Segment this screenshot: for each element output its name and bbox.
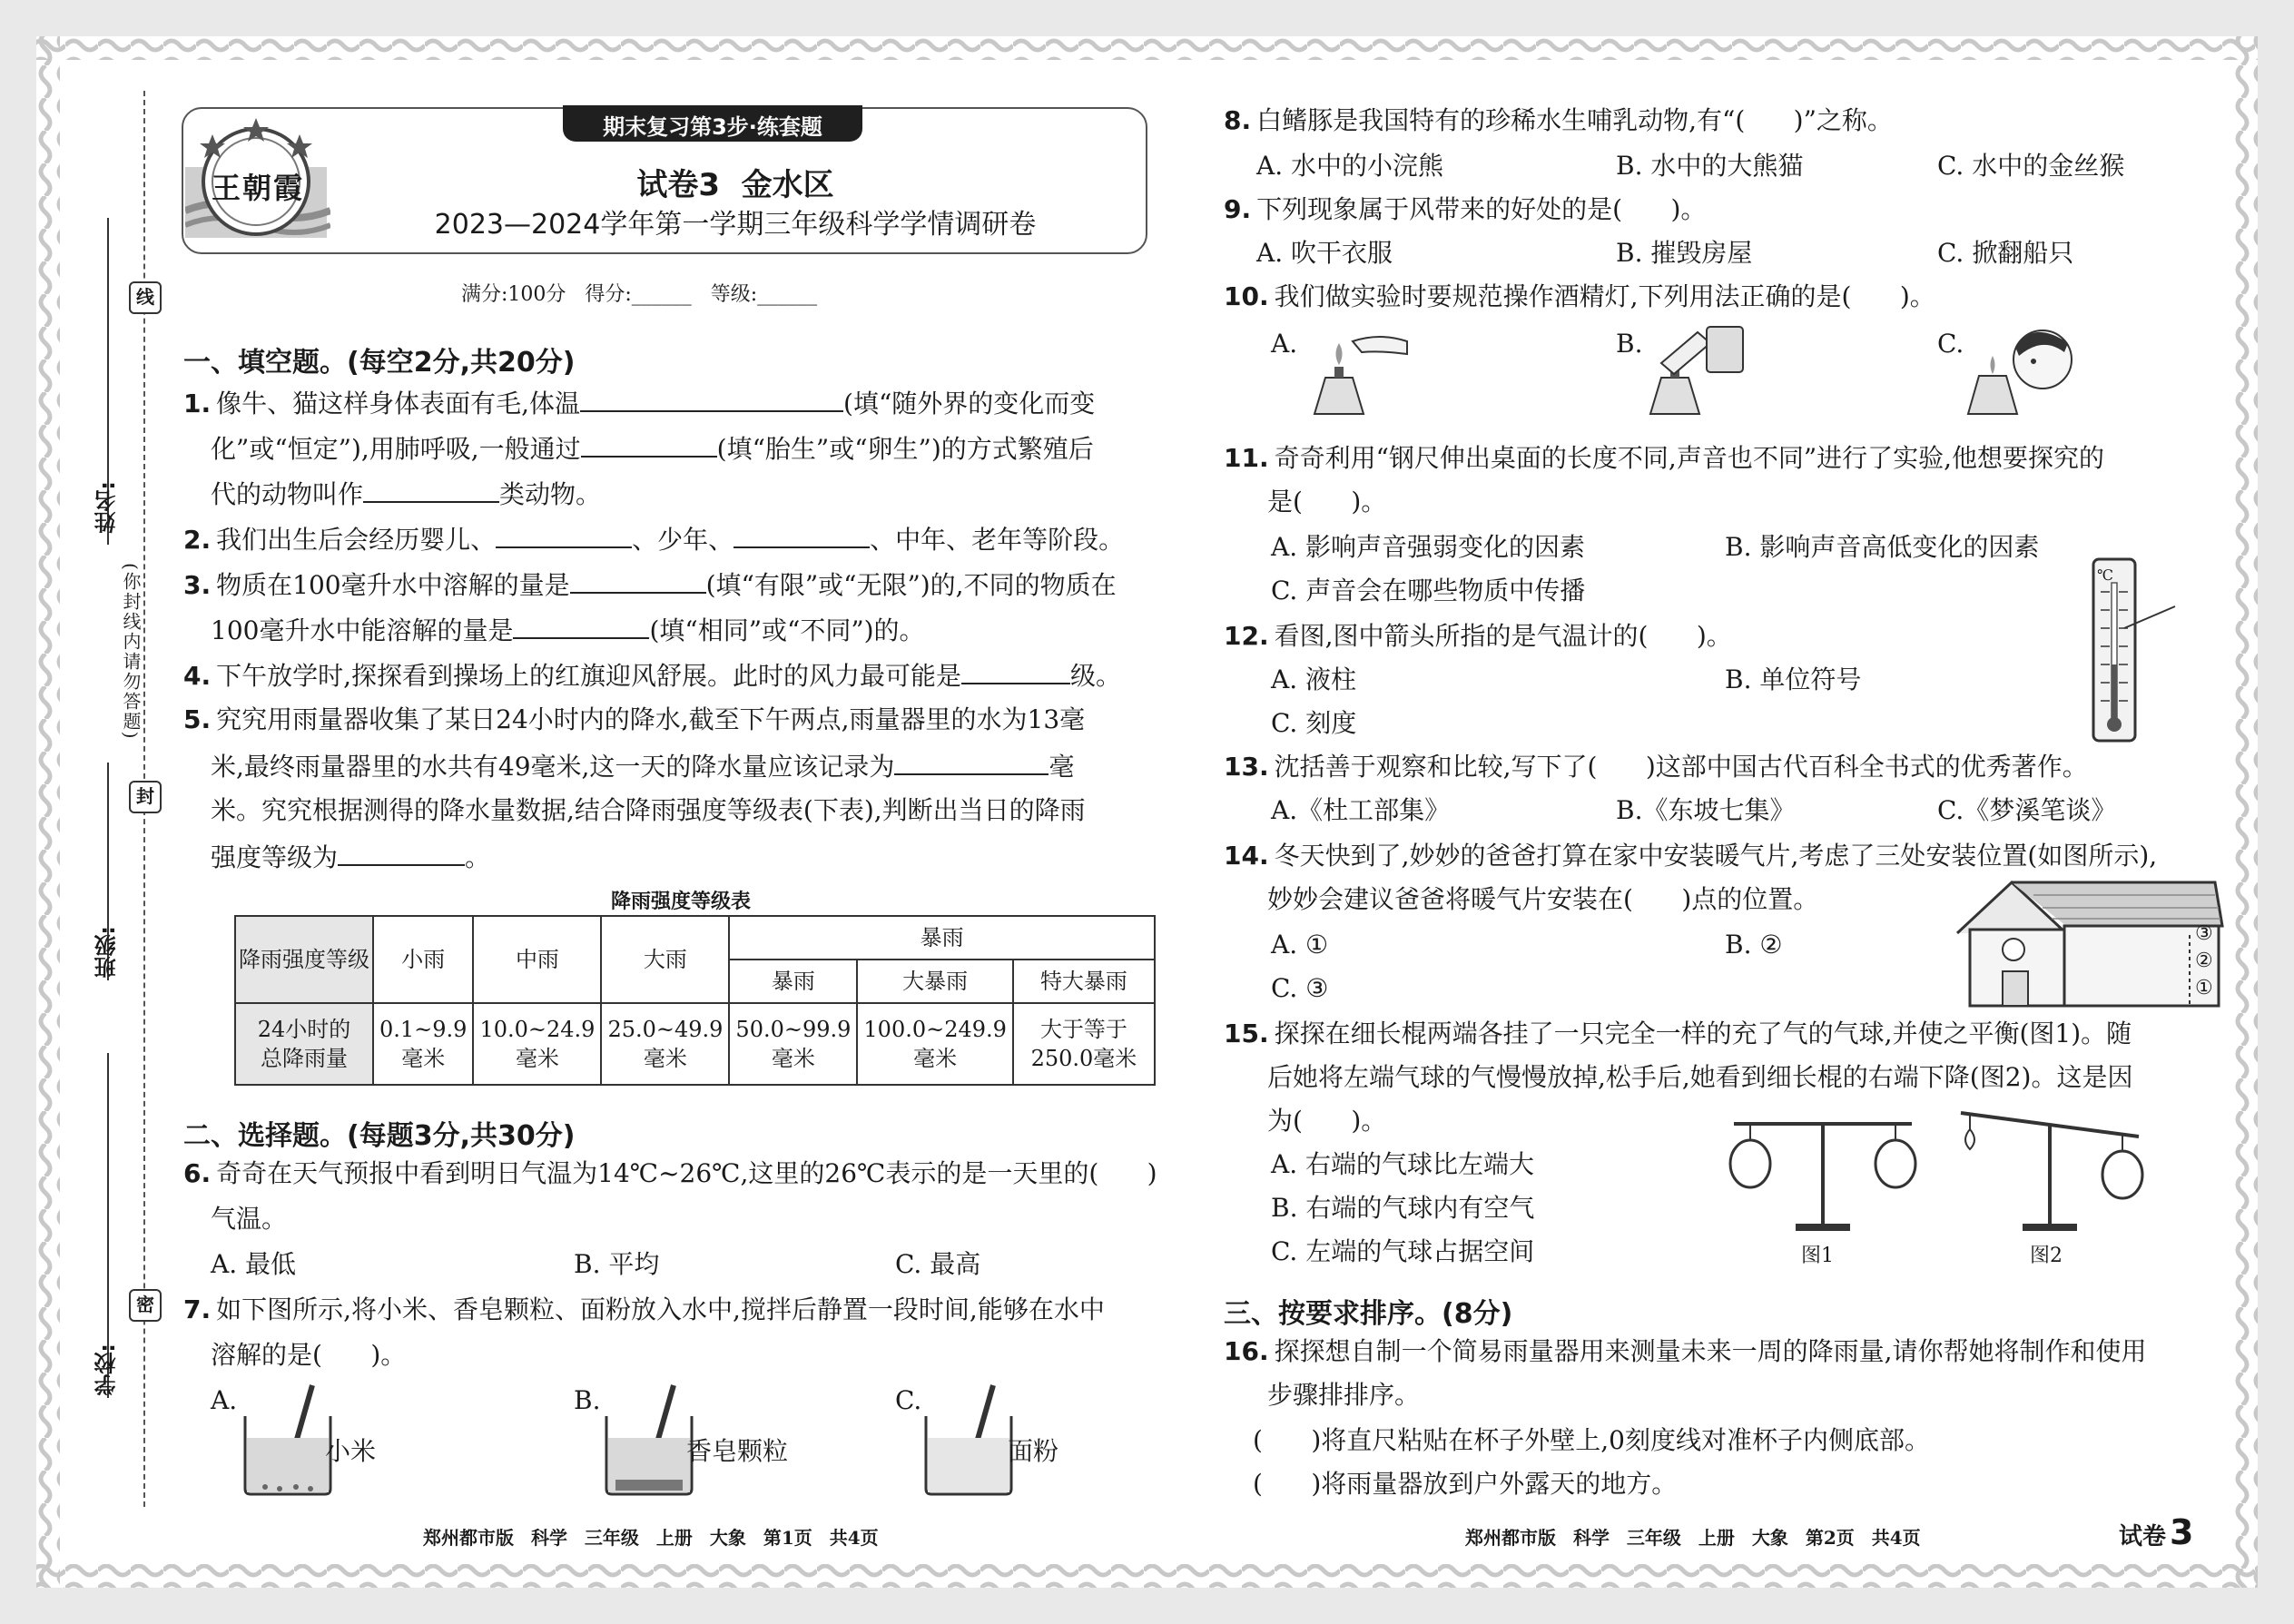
q15-option-a[interactable]: A. 右端的气球比左端大	[1271, 1149, 1535, 1179]
rain-value-mid: 10.0~24.9毫米	[473, 1003, 601, 1085]
rain-value-storm1: 50.0~99.9毫米	[729, 1003, 857, 1085]
question-15-line2: 后她将左端气球的气慢慢放掉,松手后,她看到细长棍的右端下降(图2)。这是因	[1267, 1062, 2133, 1092]
seal-mi: 密	[129, 1289, 162, 1322]
balance-figure-2-caption: 图2	[2030, 1245, 2063, 1267]
question-7: 7. 如下图所示,将小米、香皂颗粒、面粉放入水中,搅拌后静置一段时间,能够在水中	[183, 1294, 1105, 1324]
paper-subtitle: 2023—2024学年第一学期三年级科学学情调研卷	[434, 209, 1037, 241]
q7-label-soap: 香皂颗粒	[686, 1436, 789, 1466]
rain-row-label: 24小时的总降雨量	[235, 1003, 373, 1085]
question-8: 8. 白鳍豚是我国特有的珍稀水生哺乳动物,有“( )”之称。	[1224, 105, 1893, 135]
question-12: 12. 看图,图中箭头所指的是气温计的( )。	[1224, 621, 1732, 651]
q7-label-millet: 小米	[325, 1436, 377, 1466]
rain-table-caption: 降雨强度等级表	[610, 891, 751, 913]
question-5-line4: 强度等级为 。	[211, 842, 491, 872]
school-label: 学校:	[94, 1343, 120, 1396]
score-line: 满分:100分 得分:______ 等级:______	[461, 283, 818, 306]
thermometer-unit-symbol: ℃	[2097, 566, 2113, 584]
q9-option-b[interactable]: B. 摧毁房屋	[1616, 238, 1753, 268]
rain-header-level: 降雨强度等级	[235, 916, 373, 1003]
q7-option-a[interactable]: A.	[211, 1385, 238, 1415]
seal-xian: 线	[129, 281, 162, 314]
q2-blank-1[interactable]	[496, 523, 632, 548]
class-label: 班级:	[94, 926, 120, 979]
name-label: 姓名:	[94, 481, 120, 534]
q1-blank-3[interactable]	[363, 477, 499, 503]
q14-option-b[interactable]: B. ②	[1725, 930, 1783, 960]
q1-blank-1[interactable]	[580, 387, 843, 412]
q8-option-b[interactable]: B. 水中的大熊猫	[1616, 151, 1804, 181]
balance-figure-2	[1950, 1104, 2159, 1236]
paper-tag-number: 3	[2170, 1512, 2194, 1552]
rain-value-small: 0.1~9.9毫米	[373, 1003, 473, 1085]
question-6: 6. 奇奇在天气预报中看到明日气温为14℃~26℃,这里的26℃表示的是一天里的( )	[183, 1158, 1157, 1188]
q13-option-a[interactable]: A.《杜工部集》	[1271, 795, 1451, 825]
q12-option-b[interactable]: B. 单位符号	[1725, 664, 1862, 694]
q11-option-b[interactable]: B. 影响声音高低变化的因素	[1725, 532, 2040, 562]
q7-option-b[interactable]: B.	[574, 1385, 601, 1415]
q12-option-a[interactable]: A. 液柱	[1271, 664, 1357, 694]
house-marker-1: ①	[2195, 977, 2213, 999]
rain-header-small: 小雨	[373, 916, 473, 1003]
balance-figure-1	[1723, 1109, 1932, 1236]
question-9: 9. 下列现象属于风带来的好处的是( )。	[1224, 194, 1707, 224]
q13-option-c[interactable]: C.《梦溪笔谈》	[1937, 795, 2117, 825]
house-marker-2: ②	[2195, 950, 2213, 972]
question-16-line2: 步骤排排序。	[1267, 1380, 1421, 1410]
rain-value-storm3: 大于等于250.0毫米	[1013, 1003, 1155, 1085]
question-3: 3. 物质在100毫升水中溶解的量是 (填“有限”或“无限”)的,不同的物质在	[183, 570, 1117, 600]
question-10: 10. 我们做实验时要规范操作酒精灯,下列用法正确的是( )。	[1224, 281, 1935, 311]
rain-table-wrap	[234, 915, 1156, 1086]
question-5: 5. 究究用雨量器收集了某日24小时内的降水,截至下午两点,雨量器里的水为13毫	[183, 704, 1086, 734]
question-1-line3: 代的动物叫作 类动物。	[211, 479, 602, 509]
beaker-soap-icon	[599, 1380, 699, 1498]
section3-title: 三、按要求排序。(8分)	[1224, 1298, 1513, 1330]
question-13: 13. 沈括善于观察和比较,写下了( )这部中国古代百科全书式的优秀著作。	[1224, 752, 2088, 782]
q3-blank-1[interactable]	[570, 568, 706, 594]
q13-option-b[interactable]: B.《东坡七集》	[1616, 795, 1796, 825]
rain-value-big: 25.0~49.9毫米	[601, 1003, 729, 1085]
question-15: 15. 探探在细长棍两端各挂了一只完全一样的充了气的气球,并使之平衡(图1)。随	[1224, 1019, 2132, 1048]
rain-header-mid: 中雨	[473, 916, 601, 1003]
question-11-line2: 是( )。	[1267, 487, 1387, 517]
question-14-line2: 妙妙会建议爸爸将暖气片安装在( )点的位置。	[1267, 884, 1819, 914]
question-4: 4. 下午放学时,探探看到操场上的红旗迎风舒展。此时的风力最可能是 级。	[183, 661, 1122, 691]
beaker-flour-icon	[919, 1380, 1019, 1498]
rain-header-storm1: 暴雨	[729, 960, 857, 1003]
q5-blank-1[interactable]	[894, 750, 1049, 775]
question-3-line2: 100毫升水中能溶解的量是 (填“相同”或“不同”)的。	[211, 615, 925, 645]
question-14: 14. 冬天快到了,妙妙的爸爸打算在家中安装暖气片,考虑了三处安装位置(如图所示),	[1224, 841, 2158, 871]
rain-header-storm2: 大暴雨	[857, 960, 1013, 1003]
seal-feng: 封	[129, 781, 162, 813]
question-16: 16. 探探想自制一个简易雨量器用来测量未来一周的降雨量,请你帮她将制作和使用	[1224, 1336, 2147, 1366]
q16-step-1[interactable]: ( )将直尺粘贴在杯子外壁上,0刻度线对准杯子内侧底部。	[1253, 1425, 1930, 1455]
house-marker-3: ③	[2195, 922, 2213, 945]
q6-option-c[interactable]: C. 最高	[895, 1249, 981, 1279]
q14-option-a[interactable]: A. ①	[1271, 930, 1329, 960]
q12-option-c[interactable]: C. 刻度	[1271, 708, 1357, 738]
beaker-millet-icon	[238, 1380, 338, 1498]
q8-option-c[interactable]: C. 水中的金丝猴	[1937, 151, 2125, 181]
q15-option-b[interactable]: B. 右端的气球内有空气	[1271, 1193, 1535, 1223]
q7-option-c[interactable]: C.	[895, 1385, 922, 1415]
q4-blank[interactable]	[961, 659, 1070, 684]
question-2: 2. 我们出生后会经历婴儿、 、少年、 、中年、老年等阶段。	[183, 525, 1125, 555]
q6-option-b[interactable]: B. 平均	[574, 1249, 660, 1279]
q5-blank-2[interactable]	[338, 841, 465, 866]
alcohol-lamp-light-icon	[1634, 323, 1752, 423]
binding-note: (你封线内请勿答题)	[120, 563, 142, 741]
question-15-line3: 为( )。	[1267, 1106, 1387, 1136]
section1-title: 一、填空题。(每空2分,共20分)	[183, 347, 576, 379]
rain-table	[234, 915, 1156, 1086]
question-11: 11. 奇奇利用“钢尺伸出桌面的长度不同,声音也不同”进行了实验,他想要探究的	[1224, 443, 2105, 473]
q3-blank-2[interactable]	[513, 614, 649, 639]
q10-option-c[interactable]: C.	[1937, 329, 1964, 359]
q10-option-b[interactable]: B.	[1616, 329, 1643, 359]
binding-margin	[64, 73, 163, 1525]
question-1-line2: 化”或“恒定”),用肺呼吸,一般通过 (填“胎生”或“卵生”)的方式繁殖后	[211, 434, 1094, 464]
question-1: 1. 像牛、猫这样身体表面有毛,体温 (填“随外界的变化而变	[183, 389, 1096, 418]
q7-label-flour: 面粉	[1008, 1436, 1059, 1466]
question-6-line2: 气温。	[211, 1204, 288, 1234]
q11-option-c[interactable]: C. 声音会在哪些物质中传播	[1271, 576, 1586, 605]
footer-left: 郑州都市版 科学 三年级 上册 大象 第1页 共4页	[423, 1527, 879, 1549]
rain-header-storm: 暴雨	[729, 916, 1155, 960]
q6-option-a[interactable]: A. 最低	[211, 1249, 297, 1279]
q9-option-c[interactable]: C. 掀翻船只	[1937, 238, 2074, 268]
thermometer-figure	[2084, 556, 2184, 746]
balance-figure-1-caption: 图1	[1801, 1245, 1834, 1267]
q16-step-2[interactable]: ( )将雨量器放到户外露天的地方。	[1253, 1469, 1678, 1499]
q14-option-c[interactable]: C. ③	[1271, 973, 1329, 1003]
rain-header-storm3: 特大暴雨	[1013, 960, 1155, 1003]
logo-text: 王朝霞	[211, 171, 304, 205]
q11-option-a[interactable]: A. 影响声音强弱变化的因素	[1271, 532, 1586, 562]
q1-number: 1.	[183, 389, 212, 418]
paper-title: 试卷3 金水区	[636, 167, 834, 203]
rain-value-storm2: 100.0~249.9毫米	[857, 1003, 1013, 1085]
rain-header-big: 大雨	[601, 916, 729, 1003]
alcohol-lamp-face-icon	[1961, 320, 2079, 423]
q1-blank-2[interactable]	[581, 432, 717, 458]
header-banner-text: 期末复习第3步·练套题	[603, 114, 822, 140]
paper-tag-label: 试卷	[2119, 1523, 2167, 1550]
question-7-line2: 溶解的是( )。	[211, 1340, 407, 1370]
footer-right: 郑州都市版 科学 三年级 上册 大象 第2页 共4页	[1465, 1527, 1921, 1549]
paper-tag	[2119, 1512, 2193, 1552]
house-figure	[1952, 873, 2224, 1009]
q10-option-a[interactable]: A.	[1271, 329, 1298, 359]
q9-option-a[interactable]: A. 吹干衣服	[1256, 238, 1393, 268]
section2-title: 二、选择题。(每题3分,共30分)	[183, 1120, 576, 1152]
question-5-line3: 米。究究根据测得的降水量数据,结合降雨强度等级表(下表),判断出当日的降雨	[211, 795, 1086, 825]
alcohol-lamp-blow-icon	[1298, 323, 1416, 423]
q8-option-a[interactable]: A. 水中的小浣熊	[1256, 151, 1444, 181]
q15-option-c[interactable]: C. 左端的气球占据空间	[1271, 1236, 1535, 1266]
q2-blank-2[interactable]	[733, 523, 870, 548]
question-5-line2: 米,最终雨量器里的水共有49毫米,这一天的降水量应该记录为 毫	[211, 752, 1075, 782]
